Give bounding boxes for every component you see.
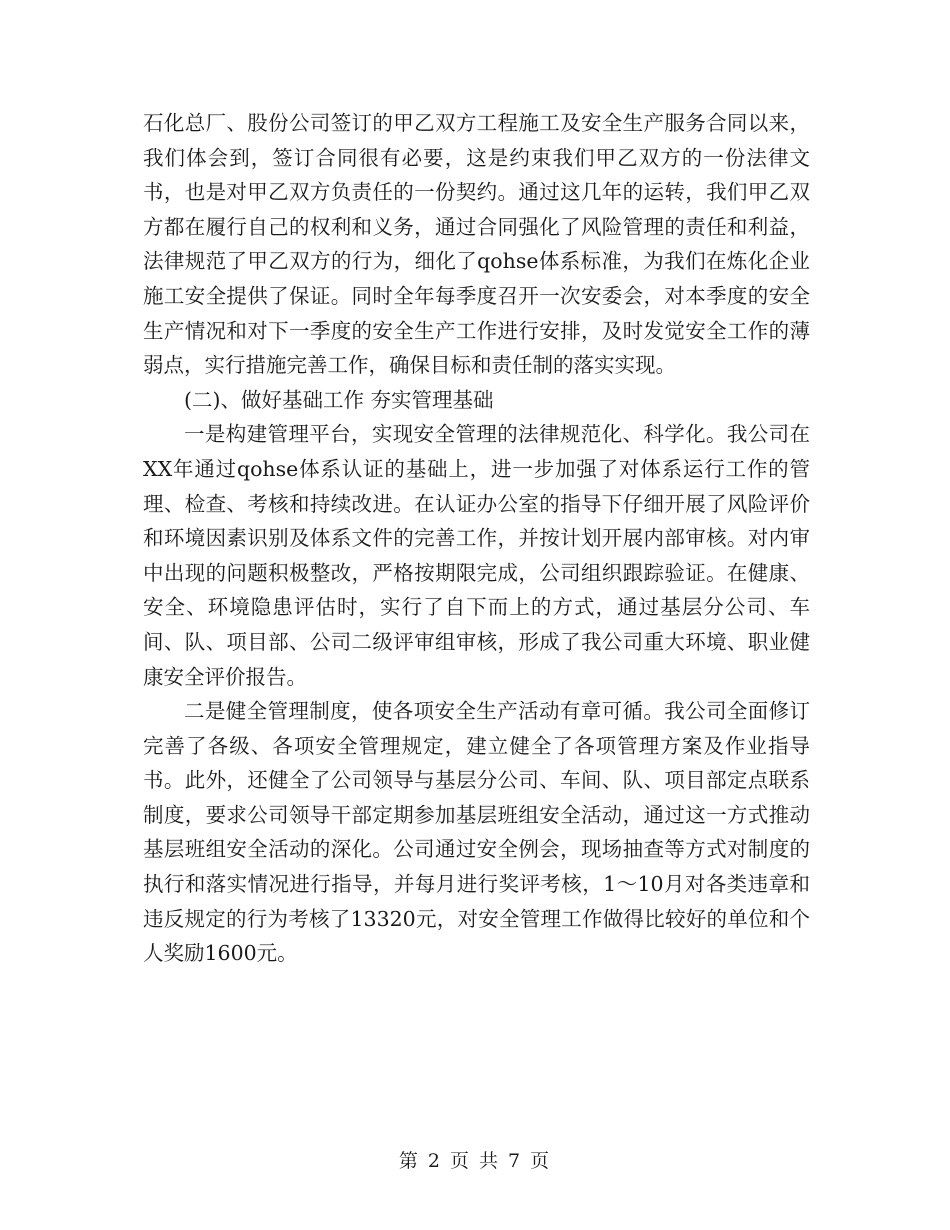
paragraph-contract: 石化总厂、股份公司签订的甲乙双方工程施工及安全生产服务合同以来，我们体会到，签订合同很有必要，这是约束我们甲乙双方的一份法律文书，也是对甲乙双方负责任的一份契约。通过这几年的运转，我们甲乙双方都在履行自己的权利和义务，通过合同强化了风险管理的责任和利益，法律规范了甲乙双方的行为，细化了qohse体系标准，为我们在炼化企业施工安全提供了保证。同时全年每季度召开一次安委会，对本季度的安全生产情况和对下一季度的安全生产工作进行安排，及时发觉安全工作的薄弱点，实行措施完善工作，确保目标和责任制的落实实现。 <box>143 111 810 378</box>
section-heading-basic-work: (二)、做好基础工作 夯实管理基础 <box>184 387 494 412</box>
document-body <box>143 106 810 971</box>
page-number-footer: 第 2 页 共 7 页 <box>398 1150 552 1172</box>
paragraph-management-platform: 一是构建管理平台，实现安全管理的法律规范化、科学化。我公司在XX年通过qohse体系认证的基础上，进一步加强了对体系运行工作的管理、检查、考核和持续改进。在认证办公室的指导下仔细开展了风险评价和环境因素识别及体系文件的完善工作，并按计划开展内部审核。对内审中出现的问题积极整改，严格按期限完成，公司组织跟踪验证。在健康、安全、环境隐患评估时，实行了自下而上的方式，通过基层分公司、车间、队、项目部、公司二级评审组审核，形成了我公司重大环境、职业健康安全评价报告。 <box>143 422 810 689</box>
paragraph-management-system: 二是健全管理制度，使各项安全生产活动有章可循。我公司全面修订完善了各级、各项安全管理规定，建立健全了各项管理方案及作业指导书。此外，还健全了公司领导与基层分公司、车间、队、项目部定点联系制度，要求公司领导干部定期参加基层班组安全活动，通过这一方式推动基层班组安全活动的深化。公司通过安全例会，现场抽查等方式对制度的执行和落实情况进行指导，并每月进行奖评考核，1～10月对各类违章和违反规定的行为考核了13320元，对安全管理工作做得比较好的单位和个人奖励1600元。 <box>143 699 810 966</box>
